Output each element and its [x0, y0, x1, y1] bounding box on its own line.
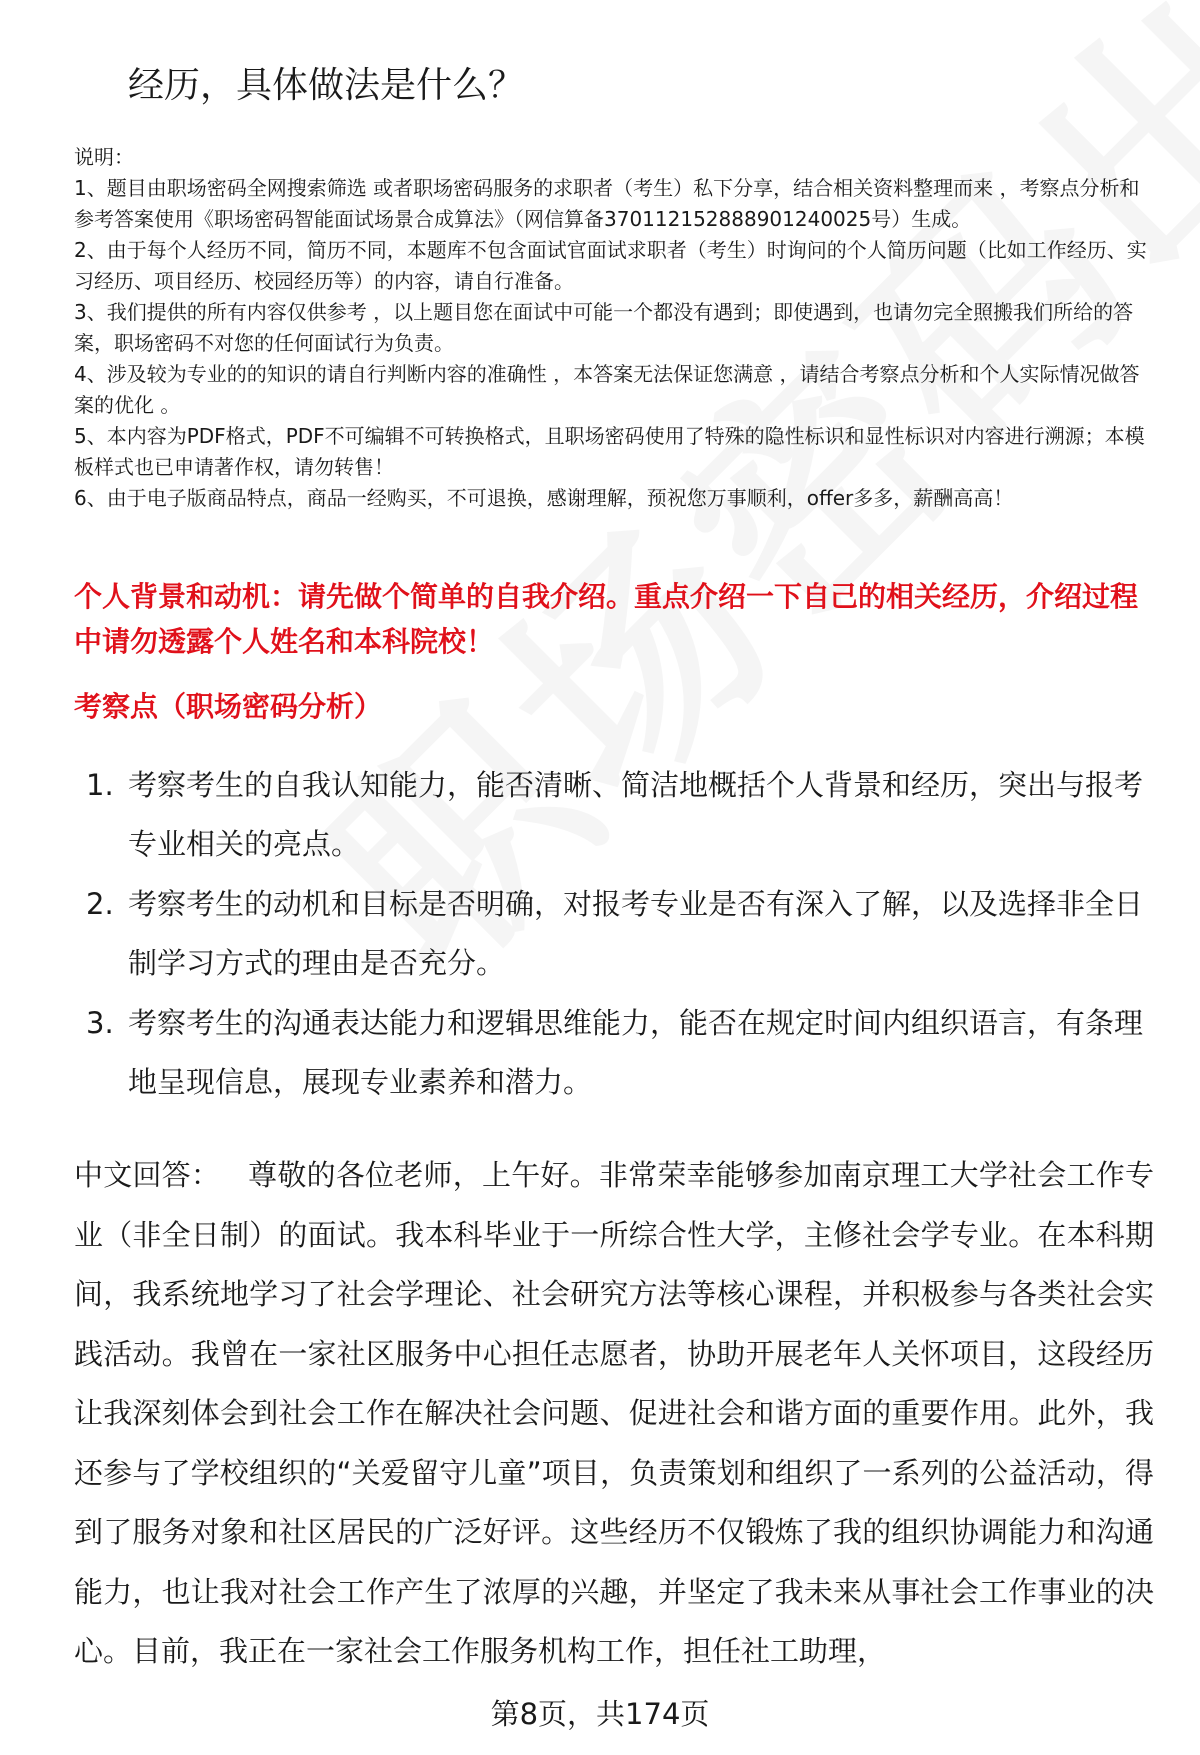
notes-heading: 说明： [74, 145, 134, 169]
point-text: 考察考生的动机和目标是否明确，对报考专业是否有深入了解，以及选择非全日制学习方式的理由是否充分。 [128, 887, 1144, 980]
answer-label: 中文回答： [74, 1158, 221, 1192]
notes-item: 1、题目由职场密码全网搜索筛选 或者职场密码服务的求职者（考生）私下分享，结合相关资料整理而来 ，考察点分析和参考答案使用《职场密码智能面试场景合成算法》（网信算备370112152888901240025号）生成。 [74, 176, 1140, 231]
answer-text: 尊敬的各位老师，上午好。非常荣幸能够参加南京理工大学社会工作专业（非全日制）的面试。我本科毕业于一所综合性大学，主修社会学专业。在本科期间，我系统地学习了社会学理论、社会研究方法等核心课程，并积极参与各类社会实践活动。我曾在一家社区服务中心担任志愿者，协助开展老年人关怀项目，这段经历让我深刻体会到社会工作在解决社会问题、促进社会和谐方面的重要作用。此外，我还参与了学校组织的“关爱留守儿童”项目，负责策划和组织了一系列的公益活动，得到了服务对象和社区居民的广泛好评。这些经历不仅锻炼了我的组织协调能力和沟通能力，也让我对社会工作产生了浓厚的兴趣，并坚定了我未来从事社会工作事业的决心。目前，我正在一家社会工作服务机构工作，担任社工助理， [74, 1158, 1154, 1668]
analysis-point [74, 994, 1154, 1112]
page-number: 第8页，共174页 [490, 1697, 710, 1731]
point-text: 考察考生的自我认知能力，能否清晰、简洁地概括个人背景和经历，突出与报考专业相关的亮点。 [128, 768, 1144, 861]
notes-item: 6、由于电子版商品特点，商品一经购买，不可退换，感谢理解，预祝您万事顺利，offer多多，薪酬高高！ [74, 486, 1014, 510]
analysis-point [74, 756, 1154, 874]
notes-item: 2、由于每个人经历不同，简历不同，本题库不包含面试官面试求职者（考生）时询问的个人简历问题（比如工作经历、实习经历、项目经历、校园经历等）的内容，请自行准备。 [74, 238, 1147, 293]
notes-item: 4、涉及较为专业的的知识的请自行判断内容的准确性 ，本答案无法保证您满意 ，请结合考察点分析和个人实际情况做答案的优化 。 [74, 362, 1140, 417]
analysis-point [74, 875, 1154, 993]
point-number: 2. [86, 887, 114, 921]
analysis-heading: 考察点（职场密码分析） [74, 690, 383, 723]
interview-question: 个人背景和动机：请先做个简单的自我介绍。重点介绍一下自己的相关经历，介绍过程中请勿透露个人姓名和本科院校！ [74, 580, 1139, 658]
answer-paragraph [74, 1146, 1154, 1682]
point-number: 1. [86, 768, 114, 802]
notes-item: 5、本内容为PDF格式，PDF不可编辑不可转换格式，且职场密码使用了特殊的隐性标识和显性标识对内容进行溯源；本模板样式也已申请著作权，请勿转售！ [74, 424, 1145, 479]
notes-section [74, 142, 1154, 514]
analysis-points-list [74, 756, 1154, 1113]
notes-item: 3、我们提供的所有内容仅供参考 ，以上题目您在面试中可能一个都没有遇到；即使遇到，也请勿完全照搬我们所给的答案，职场密码不对您的任何面试行为负责。 [74, 300, 1134, 355]
point-text: 考察考生的沟通表达能力和逻辑思维能力，能否在规定时间内组织语言，有条理地呈现信息，展现专业素养和潜力。 [128, 1006, 1144, 1099]
point-number: 3. [86, 1006, 114, 1040]
question-title-continuation: 经历，具体做法是什么？ [128, 65, 525, 106]
